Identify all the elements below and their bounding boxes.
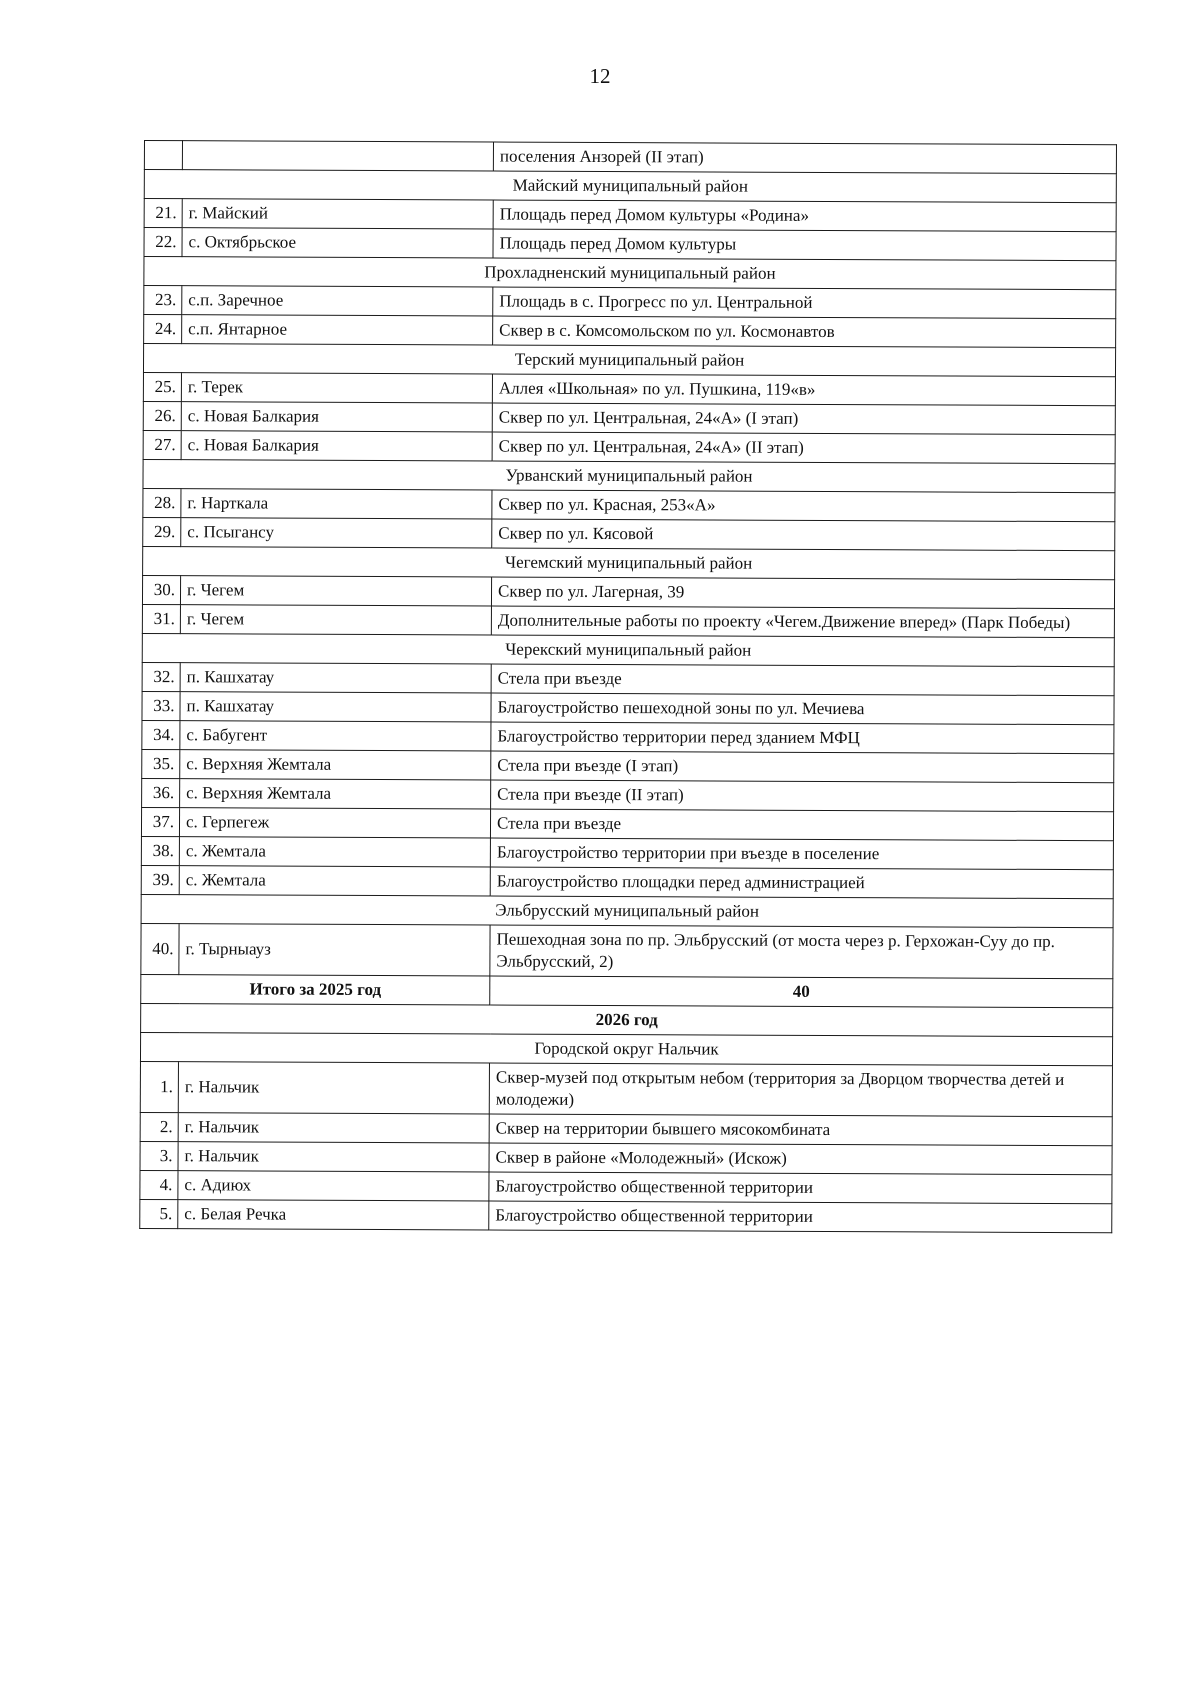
row-number-cell: 32. xyxy=(142,662,180,691)
table-row xyxy=(144,141,1116,174)
row-number-cell: 25. xyxy=(143,372,181,401)
table-row xyxy=(140,1170,1112,1203)
settlement-cell: с. Новая Балкария xyxy=(181,402,492,432)
object-cell: Сквер по ул. Красная, 253«А» xyxy=(492,490,1115,522)
object-cell: Сквер в районе «Молодежный» (Искож) xyxy=(489,1143,1112,1175)
row-number-cell: 3. xyxy=(140,1141,178,1170)
object-cell: Благоустройство пешеходной зоны по ул. Мечиева xyxy=(491,693,1114,725)
year-header-row xyxy=(141,1003,1113,1036)
settlement-cell: г. Нальчик xyxy=(178,1062,489,1114)
table-row xyxy=(141,923,1113,978)
settlement-cell: с. Новая Балкария xyxy=(181,431,492,461)
district-header-cell: Майский муниципальный район xyxy=(144,170,1116,203)
total-value-cell: 40 xyxy=(490,976,1113,1008)
settlement-cell: г. Нальчик xyxy=(178,1113,489,1143)
object-cell: Благоустройство территории при въезде в поселение xyxy=(490,838,1113,870)
object-cell: Площадь в с. Прогресс по ул. Центральной xyxy=(493,287,1116,319)
row-number-cell: 22. xyxy=(144,228,182,257)
district-header-row xyxy=(144,170,1116,203)
settlement-cell: с. Бабугент xyxy=(180,721,491,751)
table-row xyxy=(142,749,1114,782)
district-header-cell: Черекский муниципальный район xyxy=(142,633,1114,666)
table-row xyxy=(143,430,1115,463)
settlement-cell: с. Верхняя Жемтала xyxy=(180,750,491,780)
district-header-row xyxy=(142,633,1114,666)
settlement-cell: с. Жемтала xyxy=(179,866,490,896)
table-row xyxy=(141,836,1113,869)
settlement-cell: с. Псыгансу xyxy=(181,518,492,548)
object-cell: Благоустройство площадки перед администрацией xyxy=(490,867,1113,899)
table-row xyxy=(142,720,1114,753)
row-number-cell: 39. xyxy=(141,865,179,894)
object-cell: Сквер по ул. Лагерная, 39 xyxy=(491,577,1114,609)
settlement-cell: г. Терек xyxy=(181,373,492,403)
table-row xyxy=(141,807,1113,840)
settlement-cell: г. Майский xyxy=(182,199,493,229)
table-row xyxy=(140,1112,1112,1145)
object-cell: Площадь перед Домом культуры «Родина» xyxy=(493,200,1116,232)
row-number-cell: 33. xyxy=(142,691,180,720)
settlement-cell: г. Нальчик xyxy=(178,1142,489,1172)
row-number-cell: 30. xyxy=(142,575,180,604)
row-number-cell: 26. xyxy=(143,401,181,430)
object-cell: Сквер по ул. Центральная, 24«А» (II этап) xyxy=(492,432,1115,464)
settlement-cell: г. Чегем xyxy=(180,605,491,635)
district-header-row xyxy=(141,894,1113,927)
object-cell: Сквер-музей под открытым небом (территория за Дворцом творчества детей и молодежи) xyxy=(489,1063,1112,1117)
total-label-cell: Итого за 2025 год xyxy=(141,974,490,1005)
territory-list-table xyxy=(139,140,1117,1233)
table-row xyxy=(143,401,1115,434)
object-cell: Сквер на территории бывшего мясокомбината xyxy=(489,1114,1112,1146)
settlement-cell: с. Жемтала xyxy=(179,837,490,867)
row-number-cell: 34. xyxy=(142,720,180,749)
object-cell: Благоустройство общественной территории xyxy=(489,1201,1112,1233)
district-header-row xyxy=(143,344,1115,377)
settlement-cell: с.п. Заречное xyxy=(182,286,493,316)
table-row xyxy=(144,315,1116,348)
table-row xyxy=(140,1061,1112,1116)
district-header-cell: Терский муниципальный район xyxy=(143,344,1115,377)
settlement-cell: с. Октябрьское xyxy=(182,228,493,258)
row-number-cell: 27. xyxy=(143,430,181,459)
object-cell: Площадь перед Домом культуры xyxy=(493,229,1116,261)
row-number-cell: 31. xyxy=(142,604,180,633)
object-cell: Стела при въезде xyxy=(491,664,1114,696)
year-header-cell: 2026 год xyxy=(141,1003,1113,1036)
settlement-cell: п. Кашхатау xyxy=(180,692,491,722)
table-row xyxy=(140,1199,1112,1232)
row-number-cell: 5. xyxy=(140,1199,178,1228)
object-cell: Благоустройство общественной территории xyxy=(489,1172,1112,1204)
district-header-cell: Прохладненский муниципальный район xyxy=(144,257,1116,290)
settlement-cell: с. Верхняя Жемтала xyxy=(180,779,491,809)
table-row xyxy=(140,1141,1112,1174)
table-row xyxy=(144,228,1116,261)
row-number-cell: 36. xyxy=(142,778,180,807)
settlement-cell: г. Тырныауз xyxy=(179,924,490,976)
table-row xyxy=(142,662,1114,695)
object-cell: Сквер в с. Комсомольском по ул. Космонавтов xyxy=(493,316,1116,348)
object-cell: Стела при въезде (II этап) xyxy=(491,780,1114,812)
district-header-row xyxy=(144,257,1116,290)
row-number-cell: 38. xyxy=(141,836,179,865)
object-cell: Дополнительные работы по проекту «Чегем.Движение вперед» (Парк Победы) xyxy=(491,606,1114,638)
object-cell: Стела при въезде xyxy=(490,809,1113,841)
row-number-cell: 40. xyxy=(141,923,179,974)
row-number-cell: 2. xyxy=(140,1112,178,1141)
settlement-cell: с. Герпегеж xyxy=(179,808,490,838)
table-row xyxy=(142,575,1114,608)
settlement-cell: с.п. Янтарное xyxy=(182,315,493,345)
table-row xyxy=(142,691,1114,724)
district-header-row xyxy=(140,1032,1112,1065)
table-row xyxy=(142,604,1114,637)
row-number-cell xyxy=(144,141,182,170)
table-row xyxy=(144,286,1116,319)
district-header-cell: Эльбрусский муниципальный район xyxy=(141,894,1113,927)
district-header-cell: Городской округ Нальчик xyxy=(140,1032,1112,1065)
settlement-cell xyxy=(182,141,493,171)
district-header-cell: Чегемский муниципальный район xyxy=(143,546,1115,579)
object-cell: поселения Анзорей (II этап) xyxy=(493,142,1116,174)
settlement-cell: п. Кашхатау xyxy=(180,663,491,693)
table-row xyxy=(142,778,1114,811)
row-number-cell: 1. xyxy=(140,1061,178,1112)
table-row xyxy=(143,372,1115,405)
table-row xyxy=(144,199,1116,232)
object-cell: Аллея «Школьная» по ул. Пушкина, 119«в» xyxy=(492,374,1115,406)
row-number-cell: 4. xyxy=(140,1170,178,1199)
district-header-row xyxy=(143,459,1115,492)
settlement-cell: с. Адиюх xyxy=(178,1171,489,1201)
row-number-cell: 37. xyxy=(141,807,179,836)
table-row xyxy=(143,488,1115,521)
object-cell: Сквер по ул. Кясовой xyxy=(492,519,1115,551)
object-cell: Сквер по ул. Центральная, 24«А» (I этап) xyxy=(492,403,1115,435)
total-row xyxy=(141,974,1113,1007)
object-cell: Благоустройство территории перед зданием МФЦ xyxy=(491,722,1114,754)
district-header-row xyxy=(143,546,1115,579)
table-row xyxy=(143,517,1115,550)
row-number-cell: 21. xyxy=(144,199,182,228)
settlement-cell: с. Белая Речка xyxy=(178,1200,489,1230)
object-cell: Пешеходная зона по пр. Эльбрусский (от моста через р. Герхожан-Суу до пр. Эльбрусский, 2) xyxy=(490,925,1113,979)
settlement-cell: г. Нарткала xyxy=(181,489,492,519)
object-cell: Стела при въезде (I этап) xyxy=(491,751,1114,783)
row-number-cell: 24. xyxy=(144,315,182,344)
district-header-cell: Урванский муниципальный район xyxy=(143,459,1115,492)
table-row xyxy=(141,865,1113,898)
page-number: 12 xyxy=(589,64,611,88)
row-number-cell: 35. xyxy=(142,749,180,778)
row-number-cell: 23. xyxy=(144,286,182,315)
settlement-cell: г. Чегем xyxy=(180,576,491,606)
row-number-cell: 29. xyxy=(143,517,181,546)
table-body xyxy=(140,141,1117,1233)
row-number-cell: 28. xyxy=(143,488,181,517)
